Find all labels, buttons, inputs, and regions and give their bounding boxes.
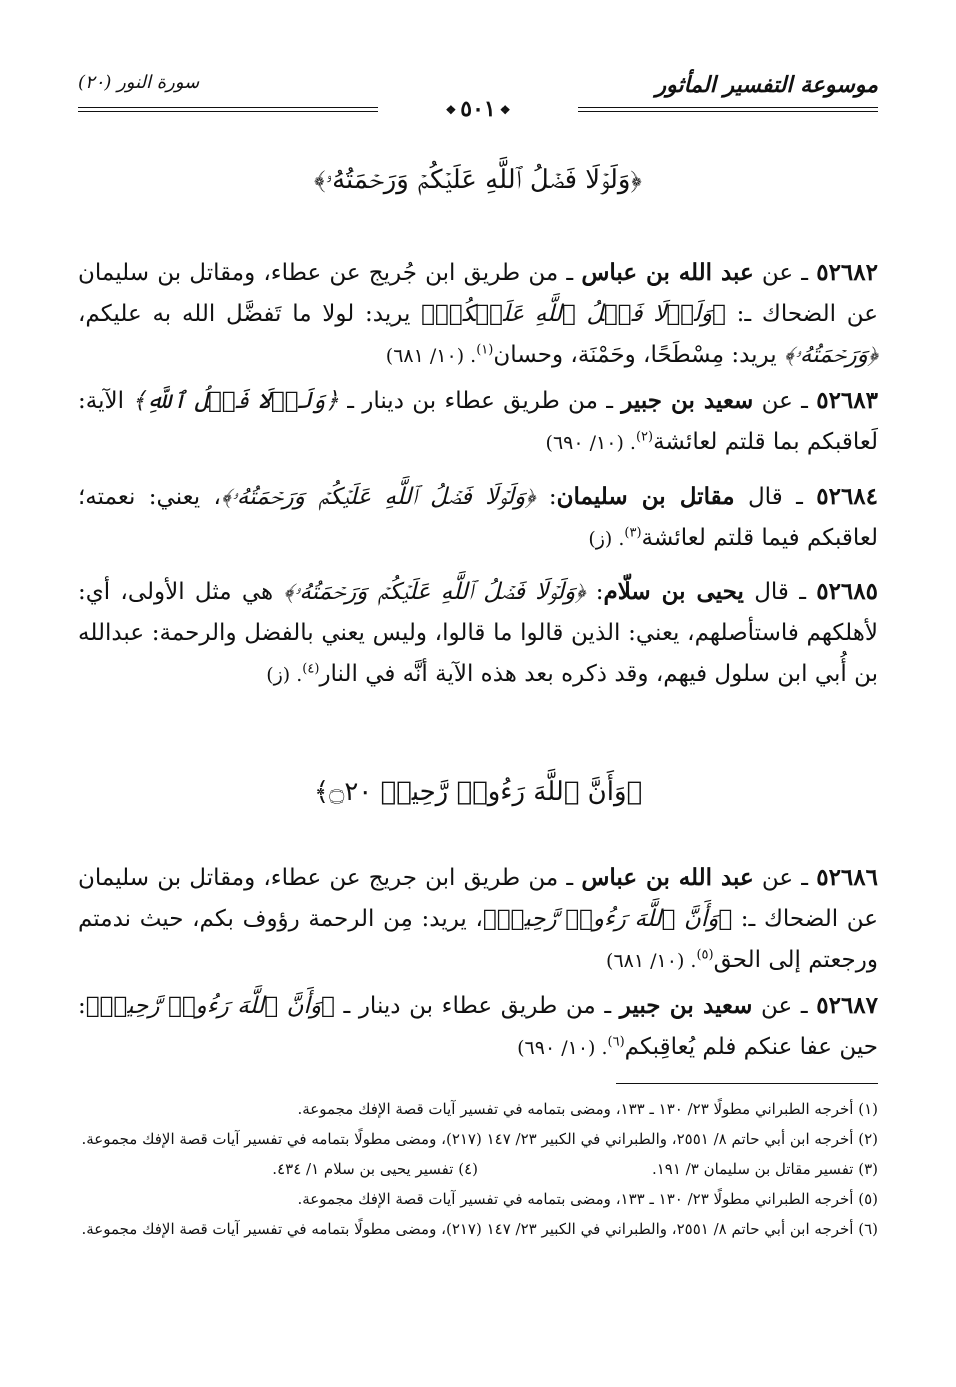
surah-label: سورة النور (٢٠) — [78, 72, 200, 93]
quran-quote: ﴿وَلَوۡلَا فَضۡلُ ٱللَّهِ عَلَيۡكُمۡ وَرَحۡمَتُهُۥ﴾ — [220, 484, 536, 510]
tafsir-entry — [78, 252, 878, 377]
entry-number: ٥٢٦٨٤ — [816, 483, 879, 510]
narrator-name: سعيد بن جبير — [621, 387, 754, 414]
entry-prefix: ـ عن — [752, 993, 817, 1019]
volume-reference: . (١٠/ ٦٩٠) — [517, 1037, 608, 1059]
entry-text: هي مثل الأولى، أي: لأهلكهم فاستأصلهم، يعني: الذين قالوا ما قالوا، وليس يعني بالفضل والرحمة: عبدالله بن أُبي ابن سلول فيهم، وقد ذكره بعد هذه الآية أنَّه في النار — [78, 579, 878, 687]
verse-heading-2: ﴿وَأَنَّ ٱللَّهَ رَءُوفٞ رَّحِيمٞ ۝٢٠﴾ — [313, 777, 643, 807]
entry-prefix: ـ عن — [753, 865, 817, 891]
entry-number: ٥٢٦٨٦ — [816, 864, 878, 891]
entry-text: يريد: لولا ما تَفضَّل الله به عليكم، — [78, 301, 422, 327]
verse-heading-1: ﴿وَلَوۡلَا فَضۡلُ ٱللَّهِ عَلَيۡكُمۡ وَرَحۡمَتُهُۥ﴾ — [314, 165, 642, 195]
quran-quote: ﴿وَلَوۡلَا فَضۡلُ ٱللَّهِ عَلَيۡكُمۡ وَرَحۡمَتُهُۥ﴾ — [283, 579, 586, 605]
footnote-4: (٤) تفسير يحيى بن سلام ١/ ٤٣٤. — [272, 1160, 478, 1178]
volume-reference: . (ز) — [588, 528, 625, 550]
tafsir-entry — [78, 571, 878, 696]
entry-number: ٥٢٦٨٧ — [816, 992, 879, 1019]
narrator-name: سعيد بن جبير — [619, 992, 753, 1019]
volume-reference: . (١٠/ ٦٩٠) — [545, 432, 636, 454]
volume-reference: . (١٠/ ٦٨١) — [606, 950, 697, 972]
entry-prefix: ـ قال — [734, 484, 817, 510]
narrator-name: يحيى بن سلّام — [603, 578, 744, 605]
entry-text: ـ من طريق ابن جريج عن عطاء، ومقاتل بن سليمان عن الضحاك ـ: — [78, 865, 878, 932]
entry-number: ٥٢٦٨٢ — [816, 259, 878, 286]
entry-prefix: ـ عن — [753, 388, 817, 414]
tafsir-entry — [78, 476, 878, 560]
footnote-marker: (٢) — [635, 429, 654, 445]
page-header — [78, 66, 878, 132]
entry-text: : — [535, 484, 557, 510]
book-title: موسوعة التفسير المأثور — [655, 72, 878, 98]
footnote-marker: (٦) — [607, 1034, 625, 1050]
quran-quote: ﴿وَأَنَّ ٱللَّهَ رَءُوفٞ رَّحِيمٞ﴾ — [85, 993, 335, 1019]
footnote-marker: (٣) — [624, 525, 642, 541]
header-rule-right — [578, 107, 878, 112]
entry-text: ـ من طريق ابن جُريج عن عطاء، ومقاتل بن سليمان عن الضحاك ـ: — [78, 260, 878, 327]
footnote-5: (٥) أخرجه الطبراني مطولًا ٢٣/ ١٣٠ ـ ١٣٣، ومضى بتمامه في تفسير آيات قصة الإفك مجموعة. — [297, 1190, 878, 1208]
footnote-marker: (١) — [476, 342, 494, 358]
footnote-2: (٢) أخرجه ابن أبي حاتم ٨/ ٢٥٥١، والطبراني في الكبير ٢٣/ ١٤٧ (٢١٧)، ومضى مطولًا بتمامه في تفسير آيات قصة الإفك مجموعة. — [81, 1130, 878, 1148]
entry-text: الآية: لَعاقبكم بما قلتم لعائشة — [78, 388, 878, 455]
narrator-name: مقاتل بن سليمان — [556, 483, 735, 510]
narrator-name: عبد الله بن عباس — [581, 864, 754, 891]
entry-text: : حين عفا عنكم فلم يُعاقِبكم — [78, 993, 878, 1060]
ornament-icon: ❖ — [445, 103, 457, 117]
quran-quote: ﴿وَأَنَّ ٱللَّهَ رَءُوفٞ رَّحِيمٞ﴾ — [482, 906, 733, 932]
tafsir-entry — [78, 857, 878, 982]
footnote-marker: (٥) — [696, 947, 714, 963]
footnote-row — [78, 1154, 878, 1184]
entry-text: ، يعني: نعمته؛ لعاقبكم فيما قلتم لعائشة — [78, 484, 878, 551]
entry-number: ٥٢٦٨٣ — [816, 387, 878, 414]
header-rule-left — [78, 107, 378, 112]
ornament-icon: ❖ — [499, 103, 511, 117]
narrator-name: عبد الله بن عباس — [581, 259, 754, 286]
entry-number: ٥٢٦٨٥ — [816, 578, 878, 605]
tafsir-entry — [78, 380, 878, 464]
entry-text: : — [585, 579, 604, 605]
page-number-text: ٥٠١ — [460, 96, 496, 122]
quran-quote: ﴿وَلَوۡلَا فَضۡلُ ٱللَّهِ﴾ — [132, 388, 339, 414]
entry-prefix: ـ عن — [753, 260, 817, 286]
volume-reference: . (ز) — [266, 664, 303, 686]
entry-text: يريد: مِسْطَحًا، وحَمْنَة، وحسان — [493, 342, 784, 368]
tafsir-entry — [78, 985, 878, 1069]
footnote-separator — [616, 1083, 878, 1084]
entry-text: ، يريد: مِن الرحمة رؤوف بكم، حيث ندمتم ورجعتم إلى الحق — [78, 906, 878, 973]
volume-reference: . (١٠/ ٦٨١) — [385, 345, 477, 367]
footnote-3: (٣) تفسير مقاتل بن سليمان ٣/ ١٩١. — [651, 1160, 878, 1178]
quran-quote: ﴿وَرَحۡمَتُهُۥ﴾ — [783, 342, 878, 368]
entry-text: ـ من طريق عطاء بن دينار ـ — [334, 993, 620, 1019]
footnote-6: (٦) أخرجه ابن أبي حاتم ٨/ ٢٥٥١، والطبراني في الكبير ٢٣/ ١٤٧ (٢١٧)، ومضى مطولًا بتمامه في تفسير آيات قصة الإفك مجموعة. — [81, 1220, 878, 1238]
footnote-1: (١) أخرجه الطبراني مطولًا ٢٣/ ١٣٠ ـ ١٣٣، ومضى بتمامه في تفسير آيات قصة الإفك مجموعة. — [297, 1100, 878, 1118]
entry-text: ـ من طريق عطاء بن دينار ـ — [338, 388, 622, 414]
page-number — [426, 96, 531, 122]
entry-prefix: ـ قال — [743, 579, 817, 605]
footnotes — [78, 1094, 878, 1244]
footnote-marker: (٤) — [302, 661, 320, 677]
quran-quote: ﴿وَلَوۡلَا فَضۡلُ ٱللَّهِ عَلَيۡكُمۡ﴾ — [421, 301, 726, 327]
